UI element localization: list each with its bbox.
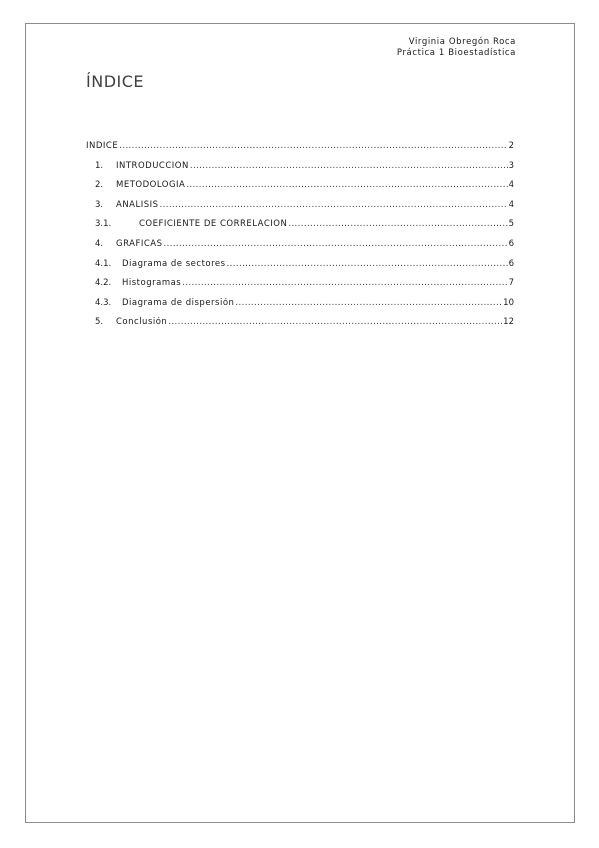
toc-entry-analisis[interactable] — [86, 200, 514, 220]
toc-number: 4.2. — [95, 278, 112, 289]
toc-number: 4.3. — [95, 297, 112, 308]
toc-entry-graficas[interactable] — [86, 239, 514, 259]
toc-leader — [288, 219, 507, 229]
toc-entry-coeficiente[interactable] — [86, 219, 514, 239]
toc-entry-diagrama-sectores[interactable] — [86, 259, 514, 279]
toc-page-number: 10 — [503, 297, 514, 308]
toc-entry-metodologia[interactable] — [86, 180, 514, 200]
toc-page-number: 6 — [508, 238, 514, 249]
toc-leader — [186, 180, 507, 190]
toc-page-number: 4 — [508, 199, 514, 210]
toc-number: 2. — [95, 180, 104, 191]
toc-page-number: 5 — [508, 219, 514, 230]
toc-page-number: 2 — [508, 141, 514, 151]
toc-entry-conclusion[interactable] — [86, 317, 514, 337]
toc-number: 3. — [95, 199, 104, 210]
page-title: ÍNDICE — [86, 72, 145, 91]
toc-leader — [227, 259, 508, 269]
toc-leader — [190, 161, 508, 171]
document-page — [25, 23, 575, 823]
toc-label: Diagrama de dispersión — [122, 297, 235, 308]
toc-page-number: 6 — [508, 258, 514, 269]
toc-page-number: 3 — [508, 160, 514, 171]
toc-leader — [119, 141, 507, 151]
toc-label: Diagrama de sectores — [122, 258, 226, 269]
toc-label: METODOLOGÍA — [116, 180, 186, 191]
toc-number: 5. — [95, 317, 104, 328]
toc-entry-indice[interactable] — [86, 141, 514, 161]
header-author: Virginia Obregón Roca — [408, 37, 516, 47]
toc-entry-histogramas[interactable] — [86, 278, 514, 298]
toc-label: Histogramas — [122, 278, 182, 289]
toc-label: COEFICIENTE DE CORRELACIÓN — [139, 219, 288, 230]
toc-page-number: 4 — [508, 180, 514, 191]
toc-leader — [164, 239, 508, 249]
toc-leader — [168, 317, 502, 327]
toc-leader — [160, 200, 508, 210]
toc-entry-introduccion[interactable] — [86, 161, 514, 181]
toc-entry-diagrama-dispersion[interactable] — [86, 298, 514, 318]
toc-number: 1. — [95, 160, 104, 171]
toc-label: ÍNDICE — [86, 141, 119, 151]
table-of-contents — [86, 141, 514, 337]
toc-page-number: 7 — [508, 278, 514, 289]
toc-number: 4.1. — [95, 258, 112, 269]
toc-label: GRÁFICAS — [116, 238, 163, 249]
toc-page-number: 12 — [503, 317, 514, 328]
toc-label: INTRODUCCIÓN — [116, 160, 189, 171]
toc-label: ANÁLISIS — [116, 199, 159, 210]
header-subtitle: Práctica 1 Bioestadística — [396, 48, 516, 58]
toc-leader — [182, 278, 507, 288]
toc-number: 4. — [95, 238, 104, 249]
toc-number: 3.1. — [95, 219, 112, 230]
toc-leader — [235, 298, 502, 308]
toc-label: Conclusión — [116, 317, 168, 328]
page-header — [397, 37, 516, 59]
